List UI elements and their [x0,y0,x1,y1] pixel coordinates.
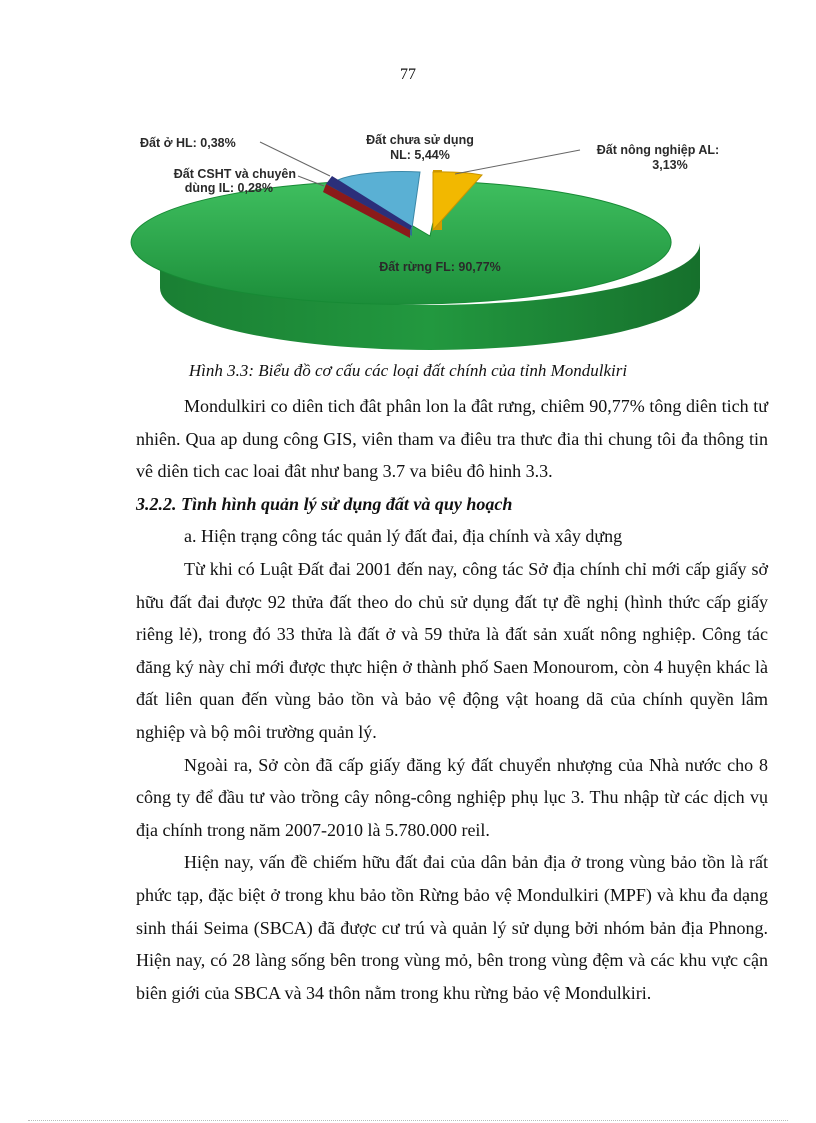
label-unused-1: Đất chưa sử dụng [366,133,474,147]
paragraph-4: Hiện nay, vấn đề chiếm hữu đất đai của dân bản địa ở trong vùng bảo tồn là rất phức tạp, đặc biệt ở trong khu bảo tồn Rừng bảo vệ Mondulkiri (MPF) và khu đa dạng sinh thái Seima (SBCA) đã được cư trú và quản lý sử dụng bởi nhóm bản địa Phnong. Hiện nay, có 28 làng sống bên trong vùng mỏ, bên trong vùng đệm và các khu vực cận biên giới của SBCA và 34 thôn nằm trong khu rừng bảo vệ Mondulkiri. [136,852,768,1003]
label-infrastructure-2: dùng IL: 0,28% [184,181,273,195]
body-text [136,390,768,1009]
page-number: 77 [400,66,416,83]
paragraph-1: Mondulkiri co diên tich đât phân lon la đât rưng, chiêm 90,77% tông diên tich tư nhiên. Qua ap dung công GIS, viên tham va điêu tra thưc đia thi chung tôi đa thông tin vê diên tich cac loai đât như bang 3.7 va biêu đô hinh 3.3. [136,396,768,482]
label-unused-2: NL: 5,44% [390,148,450,162]
leader-agriculture [455,150,580,174]
land-use-pie-chart [120,118,720,358]
paragraph-3: Ngoài ra, Sở còn đã cấp giấy đăng ký đất chuyển nhượng của Nhà nước cho 8 công ty để đầu tư vào trồng cây nông-công nghiệp phụ lục 3. Thu nhập từ các dịch vụ địa chính trong năm 2007-2010 là 5.780.000 reil. [136,754,768,840]
label-infrastructure-1: Đất CSHT và chuyên [173,167,296,181]
label-agriculture-2: 3,13% [652,158,688,172]
paragraph-2: Từ khi có Luật Đất đai 2001 đến nay, công tác Sở địa chính chỉ mới cấp giấy sở hữu đất đai được 92 thửa đất theo do chủ sử dụng đất tự đề nghị (hình thức cấp giấy riêng lẻ), trong đó 33 thửa là đất ở và 59 thửa là đất sản xuất nông nghiệp. Công tác đăng ký này chỉ mới được thực hiện ở thành phố Saen Monourom, còn 4 huyện khác là đất liên quan đến vùng bảo tồn và bảo vệ động vật hoang dã của chính quyền lâm nghiệp và bộ môi trường quản lý. [136,558,768,742]
label-residential: Đất ở HL: 0,38% [140,136,236,150]
label-forest: Đất rừng FL: 90,77% [379,260,501,274]
section-heading: 3.2.2. Tình hình quản lý sử dụng đất và quy hoạch [136,493,513,514]
figure-caption: Hình 3.3: Biểu đồ cơ cấu các loại đất chính của tỉnh Mondulkiri [188,361,628,380]
label-agriculture-1: Đất nông nghiệp AL: [596,143,720,157]
pie-chart-svg [120,118,720,358]
subheading: a. Hiện trạng công tác quản lý đất đai, địa chính và xây dựng [184,526,623,547]
footer-divider [28,1120,788,1121]
